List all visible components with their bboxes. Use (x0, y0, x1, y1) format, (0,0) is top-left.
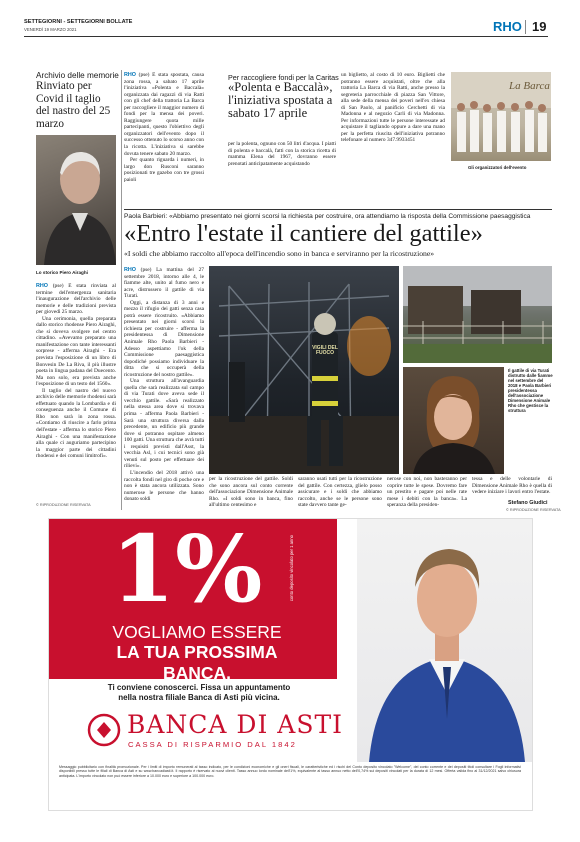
fire-jacket-text: VIGILI DEL FUOCO (312, 345, 338, 357)
main-article-col3: saranno usati tutti per la ricostruzione del gattile. Con certezza, glielo posso assicurare e i soldi che abbiamo raccolto, anche se le persone sono state davvero tante ge- (298, 476, 382, 508)
ad-invite-1: Ti conviene conoscerci. Fissa un appuntamento (107, 683, 291, 692)
fire-photo (209, 266, 399, 474)
top-article-tag: RHO (124, 72, 136, 78)
main-article-col1: RHO (pse) La mattina del 27 settembre 2018, intorno alle 4, le fiamme alte, unito al fumo nero e acre, distrussero il gattile di via Turati. Oggi, a distanza di 3 anni e mezzo il rifugio dei gatti senza casa potrà essere ricostruito. «Abbiamo presentato nei giorni scorsi la richiesta per costruire - afferma la presidentessa di Dimensione Animale Rho Paola Barbieri - Adesso aspettiamo l'ok della Commissione paesaggistica dopodiché possiamo individuare la ditta che si occuperà della ricostruzione del nostro gattile». Una struttura all'avanguardia quella che sarà realizzata sul campo di via Turati dove aveva sede il vecchio gattile. «Sarà realizzato nella stessa area dove si trovava prima - afferma Paola Barbieri - Sarà una struttura diversa dalla precedente, un edificio più grande dove si potranno ospitare almeno 100 gatti. Una struttura che avrà tutti i requisiti previsti dall'Asst, la vecchia Asl, i cui tecnici sono già venuti sul posto per effettuare dei rilievi». L'incendio del 2018 attivò una raccolta fondi nel giro di poche ore e non è stata ancora utilizzata. Sono numerose le persone che hanno donato soldi (124, 267, 204, 503)
section-rule (124, 209, 552, 210)
ad-line1: VOGLIAMO ESSERE (112, 622, 282, 642)
header-date: VENERDÌ 19 MARZO 2021 (24, 27, 77, 32)
organizers-photo (451, 72, 551, 161)
portrait-caption: Lo storico Piero Airaghi (36, 270, 88, 275)
main-subheadline: «I soldi che abbiamo raccolto all'epoca dell'incendio sono in banca e serviranno per la ricostruzione» (124, 249, 435, 258)
left-copyright: © RIPRODUZIONE RISERVATA (36, 503, 91, 507)
top-kicker: Per raccogliere fondi per la Caritas (228, 73, 339, 82)
outdoor-photo (403, 266, 552, 363)
main-kicker: Paola Barbieri: «Abbiamo presentato nei giorni scorsi la richiesta per costruire, ora attendiamo la risposta della Commissione paesaggistica (124, 213, 531, 220)
ad-invite-2: nella nostra filiale Banca di Asti più vicina. (118, 693, 280, 702)
ad-side-note: conto deposito vincolato per 1 anno (289, 535, 294, 602)
main-headline: «Entro l'estate il cantiere del gattile» (124, 220, 483, 247)
main-article-tag: RHO (124, 267, 136, 273)
ad-line2: LA TUA PROSSIMA BANCA. (116, 642, 278, 683)
left-article-tag: RHO (36, 283, 48, 289)
left-headline: Rinviato per Covid il taglio del nastro del 25 marzo (36, 80, 111, 130)
top-article-col3: un biglietto, al costo di 10 euro. Biglietti che potranno essere acquistati, oltre che alla trattoria La Barca di via Ratti, anche presso la segreteria parrocchiale di piazza San Vittore, alla sede della mensa dei poveri nell'ex chiesa di San Paolo, al panificio Cerchetti di via Madonna e al negozio Carli di via Madonna. Per informazioni tutte le persone interessate ad acquistare il tagliando oppure a dare una mano per la perfetta riuscita dell'iniziativa potranno telefonare al numero 347.9933451 (341, 72, 445, 144)
portrait-photo (36, 135, 116, 265)
president-portrait (403, 367, 504, 474)
main-photo-caption: Il gattile di via Turati distrutto dalle fiamme nel settembre del 2018 e Paola Barbieri presidentessa dell'associazione Dimensione Animale Rho che gestisce la struttura (508, 368, 553, 413)
portrait-figure (36, 135, 116, 265)
main-copyright: © RIPRODUZIONE RISERVATA (506, 508, 561, 512)
header-rule (24, 36, 548, 37)
header-divider (525, 20, 526, 34)
top-headline: «Polenta e Baccalà», l'iniziativa spostata a sabato 17 aprile (228, 80, 333, 121)
left-article-body: RHO (pse) È stata rinviata al termine dell'emergenza sanitaria l'inaugurazione dell'archivio delle memorie e delle tradizioni prevista per giovedì 25 marzo. Una cerimonia, quella preparata dallo storico rhodense Piero Airaghi, che si doveva svolgere nel centro cittadino. «Avevamo preparato una manifestazione con tante interessanti sorprese - afferma Airaghi - Era prevista l'esposizione di un libro di Bonvesin De La Riva, il più illustre poeta in lingua padana del Duecento. Ma non solo, era prevista anche l'esposizione di un testo del 1560». Il taglio del nastro del nuovo archivio delle memorie rhodensi sarà effettuato quando la Lombardia e di conseguenza anche il Comune di Rho non sarà in zona rossa. «Contiamo di riuscire a farlo prima dell'estate - afferma lo storico Piero Airaghi - Con una manifestazione alla quale ci auguriamo partecipino la maggior parte dei cittadini rhodensi e dei comuni limitrofi». (36, 283, 116, 460)
page-number: 19 (532, 19, 547, 34)
top-article-col1: RHO (pse) È stata spostata, causa zona rossa, a sabato 17 aprile l'iniziativa «Polenta e Baccalà» organizzata dai ragazzi di via Ratti con gli chef della trattoria La Barca per raccogliere il maggior numero di fondi per la mensa dei poveri. Raggiungere quota mille partecipanti, questo l'obiettivo degli organizzatori dell'evento dopo il successo ottenuto lo scorso anno con la ricotta. L'iniziativa si sarebbe dovuta tenere sabato 20 marzo. Per quanto riguarda i numeri, in largo don Rusconi saranno posizionati tre gazebo con tre grossi paioli (124, 72, 204, 183)
left-column-divider (121, 70, 122, 510)
ad-person-photo (357, 519, 532, 762)
top-article-col2: per la polenta, ognuno con 50 litri d'acqua. I piatti di polenta e baccalà, fatti con la storica ricetta di mamma Elena del 1967, dovranno essere prenotati anticipatamente acquistando (228, 141, 336, 167)
ad-man-figure (357, 519, 532, 762)
bank-ad (48, 518, 533, 811)
restaurant-sign: La Barca (509, 80, 550, 92)
header-section: SETTEGIORNI - SETTEGIORNI BOLLATE (24, 19, 133, 25)
main-article-col2: per la ricostruzione del gattile. Soldi che sono ancora sul conto corrente dell'associazione Dimensione Animale Rho. «I soldi sono in banca, fino all'ultimo centesimo e (209, 476, 293, 508)
ad-brand: BANCA DI ASTI (127, 710, 344, 739)
bank-logo-icon (87, 713, 121, 747)
left-kicker: Archivio delle memorie (36, 71, 119, 80)
fire-scene (209, 266, 399, 474)
outdoor-scene (403, 266, 552, 363)
president-photo (403, 367, 504, 474)
ad-brand-sub: CASSA DI RISPARMIO DAL 1842 (128, 740, 297, 749)
header-city: RHO (493, 19, 522, 34)
ad-big-percent: 1% (111, 518, 263, 623)
byline: Stefano Giudici (508, 500, 548, 506)
ad-disclaimer: Messaggio pubblicitario con finalità promozionale. Per i limiti di importo remunerati al tasso indicato, per le condizioni economiche e gli oneri fiscali, le caratteristiche ed i rischi del Conto deposito vincolato "Welcome", del conto corrente e dei depositi titoli consultare i Fogli informativi disponibili presso tutte le filiali di Banca di Asti e su www.bancadiasti.it. Il rapporto è riservato ai nuovi clienti. Tasso annuo lordo nominale dell'1%, equivalente al tasso annuo netto dell'0,74% sui depositi vincolati per la durata di 12 mesi. Offerta valida fino al 31/12/2021 salvo chiusura anticipata. L'importo vincolato non può essere inferiore a 10.000 euro e superiore a 100.000 euro. (59, 765, 521, 778)
organizers-caption: Gli organizzatori dell'evento (468, 165, 527, 170)
main-article-col5: tessa e delle volontarie di Dimensione Animale Rho è quella di vedere iniziare i lavori entro l'estate. (472, 476, 552, 496)
main-article-col4: nerose con noi, non basteranno per coprire tutte le spese. Dovremo fare un prestito e pagare poi nelle rate mese i debiti con la banca». La speranza della presiden- (387, 476, 467, 508)
